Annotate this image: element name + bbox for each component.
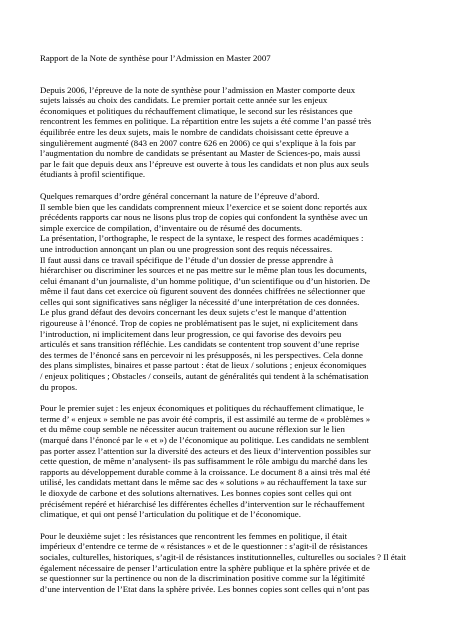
text-line: l’introduction, ni implicitement dans leur progression, ce qui favorise des devoirs peu (40, 328, 342, 339)
text-line: hiérarchiser ou discriminer les sources et ne pas mettre sur le même plan tous les documents, (40, 265, 367, 276)
document-body (40, 85, 412, 595)
text-line: rapports au développement durable comme à la croissance. Le document 8 a ainsi très mal été (40, 466, 371, 477)
document-title: Rapport de la Note de synthèse pour l’Admission en Master 2007 (40, 53, 271, 63)
text-line: se questionner sur la pertinence ou non de la discrimination positive comme sur la légitimité (40, 573, 365, 584)
text-line: précisément repéré et hiérarchisé les différentes échelles d’intervention sur le réchauffement (40, 498, 365, 509)
text-line: celles qui sont significatives sans négliger la nécessité d’une interprétation de ces données. (40, 296, 360, 307)
text-line: articulés et sans transition réfléchie. Les candidats se contentent trop souvent d’une reprise (40, 339, 360, 350)
text-line: du propos. (40, 381, 78, 392)
text-line: précédents rapports car nous ne lisons plus trop de copies qui confondent la synthèse avec un (40, 212, 368, 223)
text-line: / enjeux politiques ; Obstacles / conseils, autant de généralités qui tendent à la schématisation (40, 371, 369, 382)
text-line: terme d’ « enjeux » semble ne pas avoir été compris, il est assimilé au terme de « problèmes » (40, 413, 371, 424)
text-line: une introduction annonçant un plan ou une progression sont des requis nécessaires. (40, 243, 333, 254)
text-line: sociales, culturelles, historiques, s’agit-il de résistances institutionnelles, culturelles ou sociales ? Il était (40, 551, 406, 562)
body-paragraph (40, 191, 412, 392)
text-line: singulièrement augmenté (843 en 2007 contre 626 en 2006) ce qui s’explique à la fois par (40, 137, 356, 148)
text-line: Pour le premier sujet : les enjeux économiques et politiques du réchauffement climatique, le (40, 403, 364, 414)
body-paragraph (40, 531, 412, 595)
text-line: équilibrée entre les deux sujets, mais le nombre de candidats choisissant cette épreuve a (40, 126, 349, 137)
text-line: Il semble bien que les candidats comprennent mieux l’exercice et se soient donc reportés aux (40, 201, 368, 212)
text-line: et du même coup semble ne nécessiter aucun traitement ou aucune réflexion sur le lien (40, 424, 345, 435)
text-line: La présentation, l’orthographe, le respect de la syntaxe, le respect des formes académiques : (40, 233, 364, 244)
text-line: étudiants à profil scientifique. (40, 169, 146, 180)
text-line: sujets laissés au choix des candidats. Le premier portait cette année sur les enjeux (40, 95, 328, 106)
text-line: (marqué dans l’énoncé par le « et ») de l’économique au politique. Les candidats ne semblent (40, 435, 369, 445)
text-line: celui émanant d’un journaliste, d’un homme politique, d’un scientifique ou d’un historien. De (40, 275, 371, 286)
text-line: également nécessaire de penser l’articulation entre la sphère publique et la sphère privée et de (40, 562, 370, 573)
body-paragraph (40, 403, 412, 520)
text-line: cette question, de même n’analysent- ils pas suffisamment le rôle ambigu du marché dans les (40, 456, 368, 467)
text-line: l’augmentation du nombre de candidats se présentant au Master de Sciences-po, mais aussi (40, 148, 361, 159)
text-line: Quelques remarques d’ordre général concernant la nature de l’épreuve d’abord. (40, 190, 320, 201)
text-line: impérieux d’entendre ce terme de « résistances » et de le questionner : s’agit-il de résistances (40, 541, 368, 552)
text-line: Le plus grand défaut des devoirs concernant les deux sujets c’est le manque d’attention (40, 307, 347, 318)
text-line: d’une intervention de l’Etat dans la sphère privée. Les bonnes copies sont celles qui n’ont pas (40, 583, 370, 594)
text-line: des plans simplistes, binaires et passe partout : état de lieux / solutions ; enjeux économiques (40, 360, 367, 371)
text-line: par le fait que depuis deux ans l’épreuve est ouverte à tous les candidats et non plus aux seuls (40, 158, 369, 169)
text-line: climatique, et qui ont pensé l’articulation du politique et de l’économique. (40, 509, 301, 520)
text-line: même il faut dans cet exercice où figurent souvent des données chiffrées ne sélectionner que (40, 286, 366, 297)
text-line: pas porter assez l’attention sur la diversité des acteurs et des lieux d’intervention possibles sur (40, 445, 371, 456)
text-line: rencontrent les femmes en politique. La répartition entre les sujets a été comme l’an passé très (40, 116, 372, 127)
text-line: Depuis 2006, l’épreuve de la note de synthèse pour l’admission en Master comporte deux (40, 84, 356, 95)
text-line: Pour le deuxième sujet : les résistances que rencontrent les femmes en politique, il était (40, 530, 348, 541)
text-line: simple exercice de compilation, d’inventaire ou de résumé des documents. (40, 222, 303, 233)
text-line: rigoureuse à l’énoncé. Trop de copies ne problématisent pas le sujet, ni explicitement dans (40, 318, 358, 329)
text-line: le dioxyde de carbone et des solutions alternatives. Les bonnes copies sont celles qui ont (40, 487, 352, 498)
text-line: utilisé, les candidats mettant dans le même sac des « solutions » au réchauffement la taxe sur (40, 477, 367, 488)
text-line: des termes de l’énoncé sans en percevoir ni les présupposés, ni les perspectives. Cela donne (40, 349, 363, 360)
body-paragraph (40, 85, 412, 180)
text-line: Il faut aussi dans ce travail spécifique de l’étude d’un dossier de presse apprendre à (40, 254, 334, 265)
text-line: économiques et politiques du réchauffement climatique, le second sur les résistances que (40, 105, 353, 116)
